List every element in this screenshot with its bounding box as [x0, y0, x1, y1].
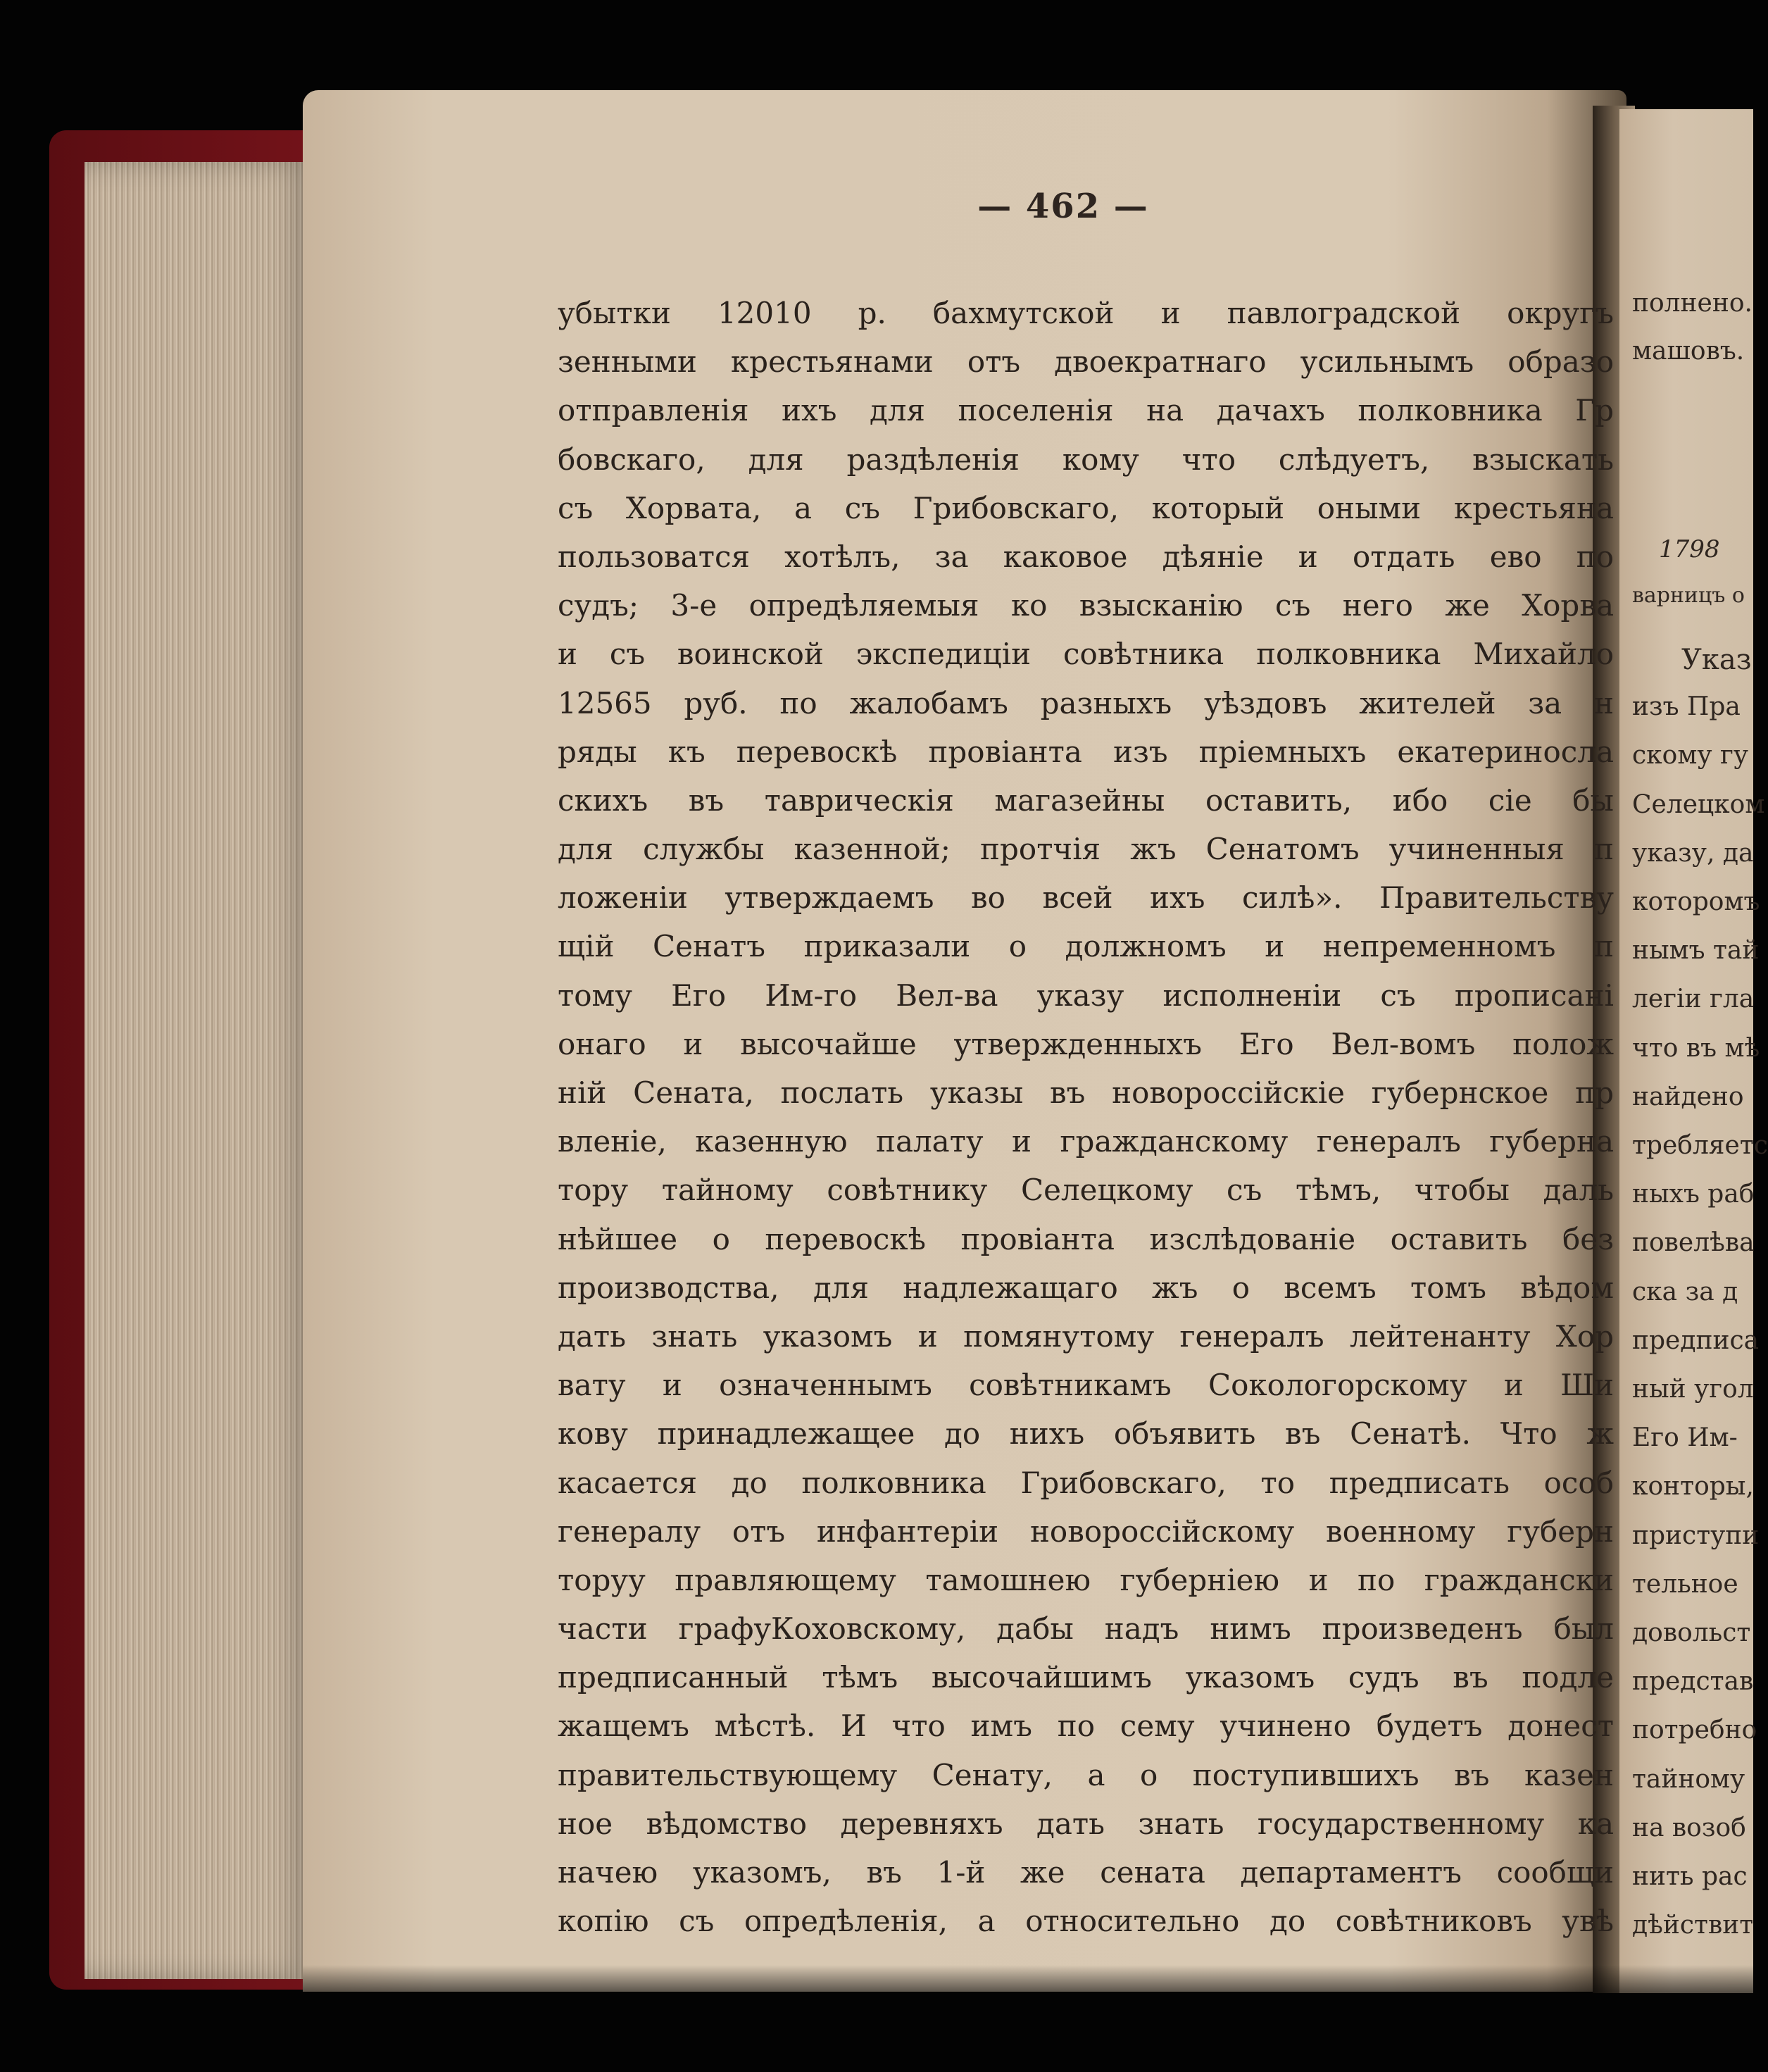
text-line: съ Хорвата, а съ Грибовскаго, который оными крестьяна [558, 490, 1614, 525]
right-line: машовъ. [1632, 337, 1745, 366]
text-line: генералу отъ инфантеріи новороссійскому военному губерн [558, 1514, 1614, 1549]
right-line: требляетс [1632, 1131, 1768, 1160]
right-line: на возоб [1632, 1813, 1746, 1842]
text-line: жащемъ мѣстѣ. И что имъ по сему учинено будетъ донест [558, 1709, 1614, 1744]
text-line: касается до полковника Грибовскаго, то предписать особ [558, 1465, 1614, 1500]
right-line: полнено. [1632, 289, 1753, 318]
right-line: ный угол [1632, 1375, 1754, 1404]
left-page-text [558, 289, 1614, 1965]
text-line: щій Сенатъ приказали о должномъ и непременномъ п [558, 929, 1614, 964]
page-number: — 462 — [977, 187, 1149, 226]
text-line: торуу правляющему тамошнею губерніею и по граждански [558, 1562, 1614, 1597]
right-line: потребно [1632, 1716, 1757, 1745]
right-line: легіи гла [1632, 985, 1755, 1014]
right-line: указу, да [1632, 838, 1754, 868]
text-line: ній Сената, послать указы въ новороссійскіе губернское пр [558, 1075, 1614, 1110]
right-line: приступи [1632, 1521, 1760, 1550]
text-line: предписанный тѣмъ высочайшимъ указомъ судъ въ подле [558, 1660, 1614, 1695]
right-line: нымъ тай [1632, 936, 1760, 966]
text-line: кову принадлежащее до нихъ объявить въ Сенатѣ. Что ж [558, 1416, 1614, 1452]
right-line: скому гу [1632, 741, 1749, 770]
right-line: Его Им- [1632, 1423, 1738, 1453]
text-line: ряды къ перевоскѣ провіанта изъ пріемныхъ екатериносла [558, 734, 1614, 769]
text-line: начею указомъ, въ 1-й же сената департаментъ сообщи [558, 1855, 1614, 1890]
right-line: Указ [1681, 644, 1752, 676]
right-year: 1798 [1659, 535, 1720, 563]
page-edges [84, 162, 317, 1979]
right-line: тельное [1632, 1569, 1738, 1599]
text-line: тому Его Им-го Вел-ва указу исполненіи съ прописані [558, 978, 1614, 1013]
text-line: скихъ въ таврическія магазейны оставить, ибо сіе бы [558, 782, 1614, 818]
text-line: пользоватся хотѣлъ, за каковое дѣяніе и отдать ево по [558, 539, 1614, 574]
right-page-text [1632, 289, 1768, 1965]
text-line: отправленія ихъ для поселенія на дачахъ полковника Гр [558, 393, 1614, 428]
right-line: дѣйствит [1632, 1911, 1754, 1940]
text-line: вленіе, казенную палату и гражданскому генералъ губерна [558, 1124, 1614, 1159]
text-line: копію съ опредѣленія, а относительно до совѣтниковъ увѣ [558, 1904, 1614, 1939]
text-line: и съ воинской экспедиціи совѣтника полковника Михайло [558, 637, 1614, 672]
text-line: дать знать указомъ и помянутому генералъ лейтенанту Хор [558, 1318, 1614, 1354]
text-line: ложеніи утверждаемъ во всей ихъ силѣ». Правительству [558, 880, 1614, 916]
right-line: что въ мѣ [1632, 1033, 1760, 1063]
right-line: ныхъ раб [1632, 1180, 1755, 1209]
text-line: для службы казенной; протчія жъ Сенатомъ учиненныя п [558, 832, 1614, 867]
text-line: бовскаго, для раздѣленія кому что слѣдуетъ, взыскать [558, 442, 1614, 477]
right-line: нить рас [1632, 1862, 1748, 1891]
right-line: Селецком [1632, 790, 1765, 819]
text-line: ное вѣдомство деревняхъ дать знать государственному ка [558, 1806, 1614, 1841]
text-line: правительствующему Сенату, а о поступившихъ въ казен [558, 1757, 1614, 1792]
right-line: найдено [1632, 1082, 1744, 1111]
right-line: тайному [1632, 1764, 1745, 1794]
right-line: представ [1632, 1667, 1754, 1697]
text-line: нѣйшее о перевоскѣ провіанта изслѣдованіе оставить без [558, 1221, 1614, 1256]
right-line: конторы, [1632, 1472, 1754, 1502]
text-line: части графуКоховскому, дабы надъ нимъ произведенъ был [558, 1611, 1614, 1647]
right-line: довольст [1632, 1618, 1751, 1647]
text-line: зенными крестьянами отъ двоекратнаго усильнымъ образо [558, 344, 1614, 380]
text-line: убытки 12010 р. бахмутской и павлоградской округъ [558, 296, 1614, 330]
bottom-shadow [303, 1965, 1753, 1993]
text-line: судъ; 3-е опредѣляемыя ко взысканію съ него же Хорва [558, 588, 1614, 623]
right-line: предписа [1632, 1325, 1760, 1355]
right-subhead: варницъ о [1632, 583, 1745, 608]
right-line: повелѣва [1632, 1228, 1755, 1258]
text-line: вату и означеннымъ совѣтникамъ Сокологорскому и Ши [558, 1368, 1614, 1403]
right-line: изъ Пра [1632, 692, 1741, 722]
text-line: производства, для надлежащаго жъ о всемъ томъ вѣдом [558, 1270, 1614, 1305]
right-line: которомъ [1632, 887, 1760, 916]
text-line: онаго и высочайше утвержденныхъ Его Вел-вомъ полож [558, 1026, 1614, 1061]
text-line: тору тайному совѣтнику Селецкому съ тѣмъ, чтобы даль [558, 1173, 1614, 1208]
right-line: ска за д [1632, 1277, 1738, 1306]
text-line: 12565 руб. по жалобамъ разныхъ уѣздовъ жителей за н [558, 685, 1614, 720]
